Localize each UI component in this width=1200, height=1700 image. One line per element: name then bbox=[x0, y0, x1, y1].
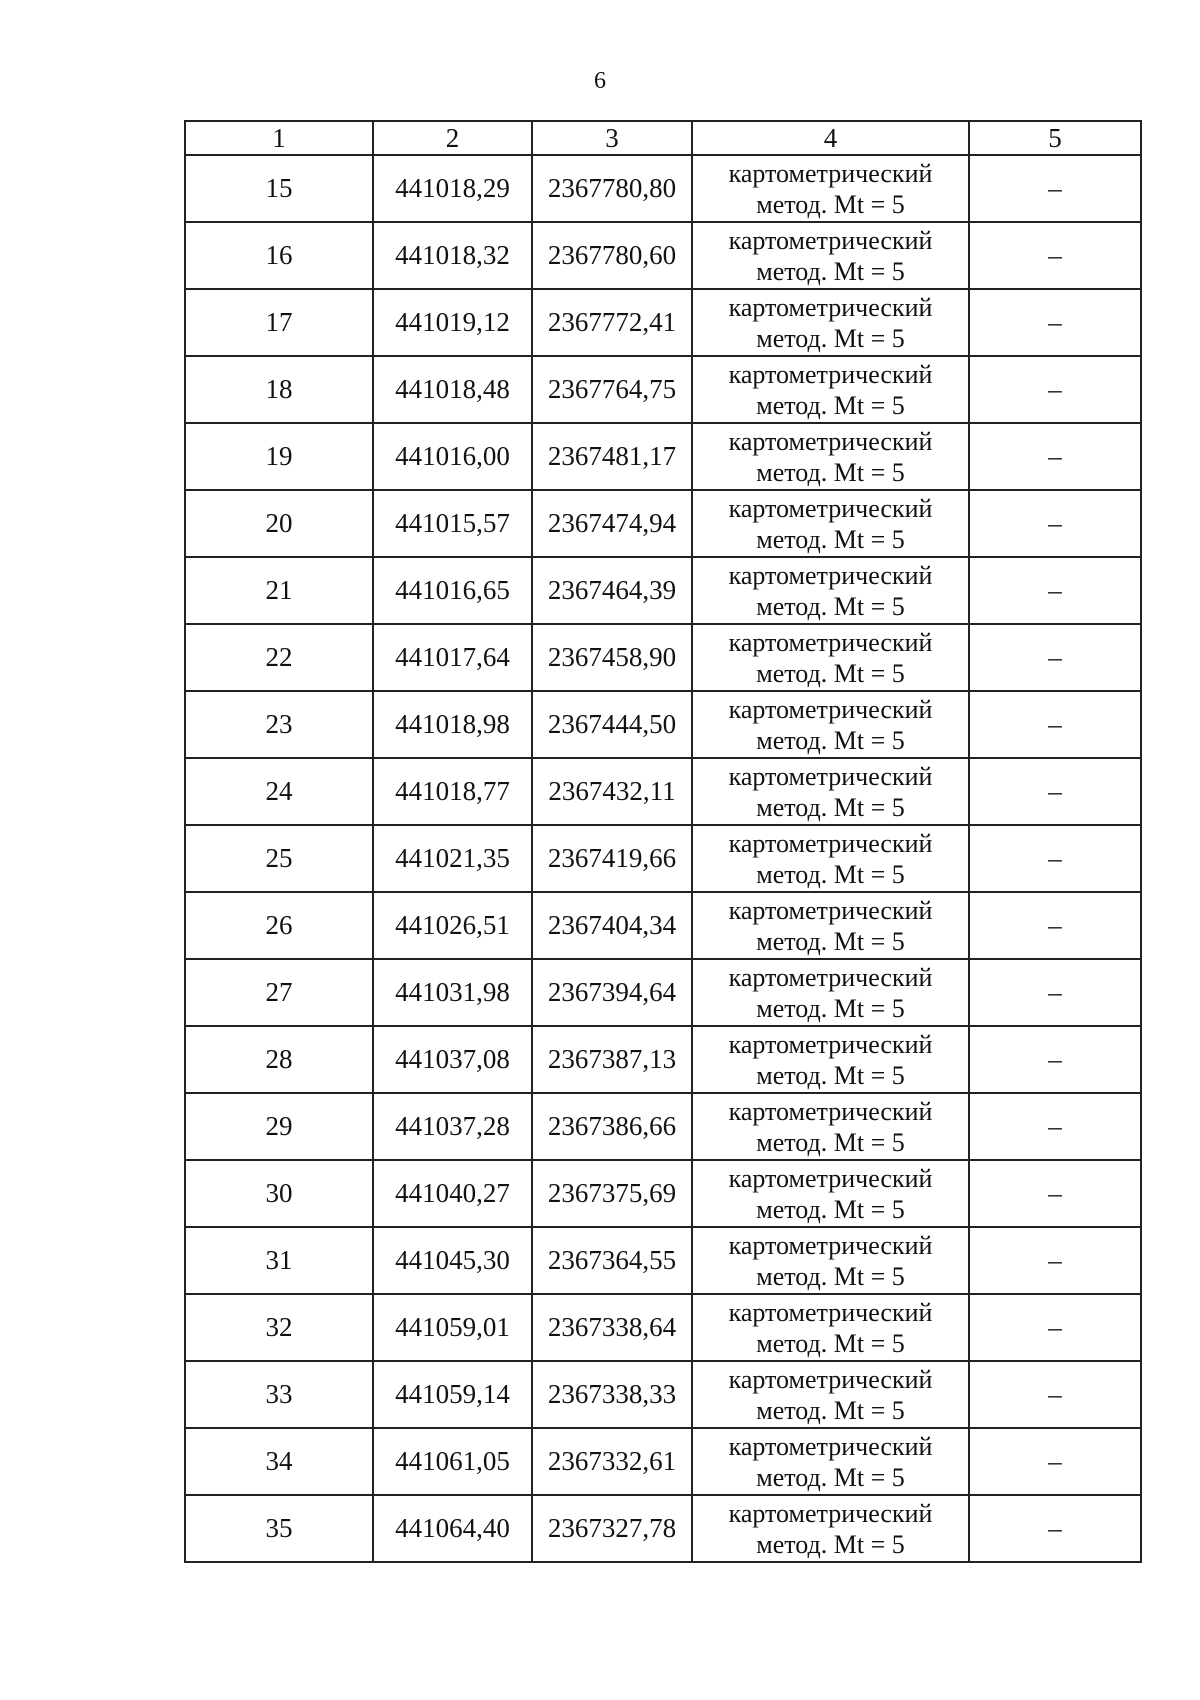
method-cell bbox=[692, 1093, 969, 1160]
y-coordinate-cell: 2367386,66 bbox=[532, 1093, 692, 1160]
point-number-cell: 27 bbox=[185, 959, 373, 1026]
table-row bbox=[185, 1495, 1141, 1562]
table-row bbox=[185, 758, 1141, 825]
method-cell bbox=[692, 423, 969, 490]
table-row bbox=[185, 1026, 1141, 1093]
note-cell: – bbox=[969, 423, 1141, 490]
y-coordinate-cell: 2367780,60 bbox=[532, 222, 692, 289]
y-coordinate-cell: 2367338,33 bbox=[532, 1361, 692, 1428]
method-cell bbox=[692, 691, 969, 758]
point-number-cell: 22 bbox=[185, 624, 373, 691]
method-text-line2: метод. Mt = 5 bbox=[756, 1529, 905, 1559]
table-row bbox=[185, 1160, 1141, 1227]
table-row bbox=[185, 1093, 1141, 1160]
x-coordinate-cell: 441045,30 bbox=[373, 1227, 532, 1294]
column-header-2: 2 bbox=[373, 121, 532, 155]
y-coordinate-cell: 2367364,55 bbox=[532, 1227, 692, 1294]
method-text-line2: метод. Mt = 5 bbox=[756, 591, 905, 621]
method-text-line1: картометрический bbox=[728, 426, 933, 456]
note-cell: – bbox=[969, 1026, 1141, 1093]
method-text-line1: картометрический bbox=[728, 1498, 933, 1528]
x-coordinate-cell: 441059,14 bbox=[373, 1361, 532, 1428]
note-cell: – bbox=[969, 691, 1141, 758]
point-number-cell: 15 bbox=[185, 155, 373, 222]
table-row bbox=[185, 691, 1141, 758]
y-coordinate-cell: 2367404,34 bbox=[532, 892, 692, 959]
method-text-line2: метод. Mt = 5 bbox=[756, 323, 905, 353]
method-cell bbox=[692, 222, 969, 289]
note-cell: – bbox=[969, 825, 1141, 892]
point-number-cell: 28 bbox=[185, 1026, 373, 1093]
method-text-line2: метод. Mt = 5 bbox=[756, 725, 905, 755]
method-cell bbox=[692, 892, 969, 959]
method-text-line2: метод. Mt = 5 bbox=[756, 1395, 905, 1425]
x-coordinate-cell: 441019,12 bbox=[373, 289, 532, 356]
x-coordinate-cell: 441021,35 bbox=[373, 825, 532, 892]
table-row bbox=[185, 892, 1141, 959]
table-row bbox=[185, 1361, 1141, 1428]
method-cell bbox=[692, 758, 969, 825]
point-number-cell: 21 bbox=[185, 557, 373, 624]
note-cell: – bbox=[969, 959, 1141, 1026]
method-text-line2: метод. Mt = 5 bbox=[756, 1060, 905, 1090]
method-cell bbox=[692, 289, 969, 356]
table-row bbox=[185, 222, 1141, 289]
x-coordinate-cell: 441059,01 bbox=[373, 1294, 532, 1361]
note-cell: – bbox=[969, 892, 1141, 959]
x-coordinate-cell: 441031,98 bbox=[373, 959, 532, 1026]
coordinates-table bbox=[184, 120, 1142, 1563]
table-row bbox=[185, 1428, 1141, 1495]
table-row bbox=[185, 825, 1141, 892]
method-text-line1: картометрический bbox=[728, 1431, 933, 1461]
table-row bbox=[185, 155, 1141, 222]
table-row bbox=[185, 289, 1141, 356]
table-row bbox=[185, 490, 1141, 557]
method-text-line1: картометрический bbox=[728, 627, 933, 657]
method-text-line2: метод. Mt = 5 bbox=[756, 189, 905, 219]
table-row bbox=[185, 356, 1141, 423]
method-text-line1: картометрический bbox=[728, 560, 933, 590]
method-text-line1: картометрический bbox=[728, 493, 933, 523]
x-coordinate-cell: 441064,40 bbox=[373, 1495, 532, 1562]
table-row bbox=[185, 959, 1141, 1026]
point-number-cell: 34 bbox=[185, 1428, 373, 1495]
note-cell: – bbox=[969, 356, 1141, 423]
point-number-cell: 17 bbox=[185, 289, 373, 356]
method-cell bbox=[692, 155, 969, 222]
method-cell bbox=[692, 825, 969, 892]
note-cell: – bbox=[969, 289, 1141, 356]
page-number: 6 bbox=[594, 68, 606, 94]
x-coordinate-cell: 441018,98 bbox=[373, 691, 532, 758]
x-coordinate-cell: 441017,64 bbox=[373, 624, 532, 691]
note-cell: – bbox=[969, 222, 1141, 289]
column-header-4: 4 bbox=[692, 121, 969, 155]
method-text-line1: картометрический bbox=[728, 158, 933, 188]
method-text-line1: картометрический bbox=[728, 694, 933, 724]
x-coordinate-cell: 441037,08 bbox=[373, 1026, 532, 1093]
method-text-line1: картометрический bbox=[728, 359, 933, 389]
method-text-line1: картометрический bbox=[728, 1297, 933, 1327]
x-coordinate-cell: 441037,28 bbox=[373, 1093, 532, 1160]
note-cell: – bbox=[969, 1361, 1141, 1428]
method-cell bbox=[692, 490, 969, 557]
table-row bbox=[185, 624, 1141, 691]
point-number-cell: 20 bbox=[185, 490, 373, 557]
y-coordinate-cell: 2367481,17 bbox=[532, 423, 692, 490]
x-coordinate-cell: 441026,51 bbox=[373, 892, 532, 959]
method-cell bbox=[692, 1495, 969, 1562]
x-coordinate-cell: 441061,05 bbox=[373, 1428, 532, 1495]
note-cell: – bbox=[969, 490, 1141, 557]
point-number-cell: 23 bbox=[185, 691, 373, 758]
point-number-cell: 32 bbox=[185, 1294, 373, 1361]
point-number-cell: 33 bbox=[185, 1361, 373, 1428]
method-cell bbox=[692, 1227, 969, 1294]
y-coordinate-cell: 2367474,94 bbox=[532, 490, 692, 557]
method-text-line1: картометрический bbox=[728, 1364, 933, 1394]
method-text-line1: картометрический bbox=[728, 828, 933, 858]
y-coordinate-cell: 2367338,64 bbox=[532, 1294, 692, 1361]
note-cell: – bbox=[969, 557, 1141, 624]
method-text-line2: метод. Mt = 5 bbox=[756, 390, 905, 420]
method-text-line2: метод. Mt = 5 bbox=[756, 993, 905, 1023]
point-number-cell: 26 bbox=[185, 892, 373, 959]
method-cell bbox=[692, 959, 969, 1026]
table-row bbox=[185, 1227, 1141, 1294]
table-header bbox=[185, 121, 1141, 155]
note-cell: – bbox=[969, 758, 1141, 825]
note-cell: – bbox=[969, 155, 1141, 222]
method-text-line1: картометрический bbox=[728, 292, 933, 322]
method-cell bbox=[692, 557, 969, 624]
method-text-line2: метод. Mt = 5 bbox=[756, 524, 905, 554]
column-header-5: 5 bbox=[969, 121, 1141, 155]
method-text-line1: картометрический bbox=[728, 1163, 933, 1193]
method-text-line1: картометрический bbox=[728, 225, 933, 255]
point-number-cell: 31 bbox=[185, 1227, 373, 1294]
note-cell: – bbox=[969, 624, 1141, 691]
point-number-cell: 18 bbox=[185, 356, 373, 423]
y-coordinate-cell: 2367458,90 bbox=[532, 624, 692, 691]
method-text-line2: метод. Mt = 5 bbox=[756, 457, 905, 487]
note-cell: – bbox=[969, 1160, 1141, 1227]
method-text-line1: картометрический bbox=[728, 1096, 933, 1126]
method-text-line2: метод. Mt = 5 bbox=[756, 1261, 905, 1291]
table-row bbox=[185, 1294, 1141, 1361]
x-coordinate-cell: 441015,57 bbox=[373, 490, 532, 557]
method-text-line2: метод. Mt = 5 bbox=[756, 1127, 905, 1157]
method-text-line2: метод. Mt = 5 bbox=[756, 256, 905, 286]
y-coordinate-cell: 2367419,66 bbox=[532, 825, 692, 892]
point-number-cell: 25 bbox=[185, 825, 373, 892]
y-coordinate-cell: 2367387,13 bbox=[532, 1026, 692, 1093]
y-coordinate-cell: 2367764,75 bbox=[532, 356, 692, 423]
y-coordinate-cell: 2367780,80 bbox=[532, 155, 692, 222]
method-text-line2: метод. Mt = 5 bbox=[756, 1462, 905, 1492]
note-cell: – bbox=[969, 1495, 1141, 1562]
note-cell: – bbox=[969, 1227, 1141, 1294]
method-text-line1: картометрический bbox=[728, 895, 933, 925]
point-number-cell: 16 bbox=[185, 222, 373, 289]
method-text-line1: картометрический bbox=[728, 1029, 933, 1059]
method-cell bbox=[692, 1361, 969, 1428]
x-coordinate-cell: 441040,27 bbox=[373, 1160, 532, 1227]
x-coordinate-cell: 441016,65 bbox=[373, 557, 532, 624]
note-cell: – bbox=[969, 1428, 1141, 1495]
y-coordinate-cell: 2367464,39 bbox=[532, 557, 692, 624]
method-cell bbox=[692, 624, 969, 691]
column-header-3: 3 bbox=[532, 121, 692, 155]
y-coordinate-cell: 2367444,50 bbox=[532, 691, 692, 758]
method-text-line1: картометрический bbox=[728, 1230, 933, 1260]
y-coordinate-cell: 2367432,11 bbox=[532, 758, 692, 825]
method-text-line1: картометрический bbox=[728, 962, 933, 992]
table-row bbox=[185, 557, 1141, 624]
method-text-line1: картометрический bbox=[728, 761, 933, 791]
y-coordinate-cell: 2367375,69 bbox=[532, 1160, 692, 1227]
column-header-1: 1 bbox=[185, 121, 373, 155]
method-text-line2: метод. Mt = 5 bbox=[756, 1194, 905, 1224]
point-number-cell: 35 bbox=[185, 1495, 373, 1562]
method-cell bbox=[692, 1428, 969, 1495]
method-text-line2: метод. Mt = 5 bbox=[756, 859, 905, 889]
point-number-cell: 24 bbox=[185, 758, 373, 825]
method-text-line2: метод. Mt = 5 bbox=[756, 792, 905, 822]
x-coordinate-cell: 441018,32 bbox=[373, 222, 532, 289]
method-cell bbox=[692, 1294, 969, 1361]
table-body bbox=[185, 155, 1141, 1562]
method-text-line2: метод. Mt = 5 bbox=[756, 1328, 905, 1358]
x-coordinate-cell: 441016,00 bbox=[373, 423, 532, 490]
method-text-line2: метод. Mt = 5 bbox=[756, 658, 905, 688]
y-coordinate-cell: 2367394,64 bbox=[532, 959, 692, 1026]
method-cell bbox=[692, 356, 969, 423]
point-number-cell: 29 bbox=[185, 1093, 373, 1160]
note-cell: – bbox=[969, 1294, 1141, 1361]
x-coordinate-cell: 441018,77 bbox=[373, 758, 532, 825]
x-coordinate-cell: 441018,48 bbox=[373, 356, 532, 423]
method-text-line2: метод. Mt = 5 bbox=[756, 926, 905, 956]
x-coordinate-cell: 441018,29 bbox=[373, 155, 532, 222]
y-coordinate-cell: 2367327,78 bbox=[532, 1495, 692, 1562]
table-row bbox=[185, 423, 1141, 490]
note-cell: – bbox=[969, 1093, 1141, 1160]
y-coordinate-cell: 2367772,41 bbox=[532, 289, 692, 356]
y-coordinate-cell: 2367332,61 bbox=[532, 1428, 692, 1495]
point-number-cell: 19 bbox=[185, 423, 373, 490]
method-cell bbox=[692, 1026, 969, 1093]
header-row bbox=[185, 121, 1141, 155]
point-number-cell: 30 bbox=[185, 1160, 373, 1227]
method-cell bbox=[692, 1160, 969, 1227]
